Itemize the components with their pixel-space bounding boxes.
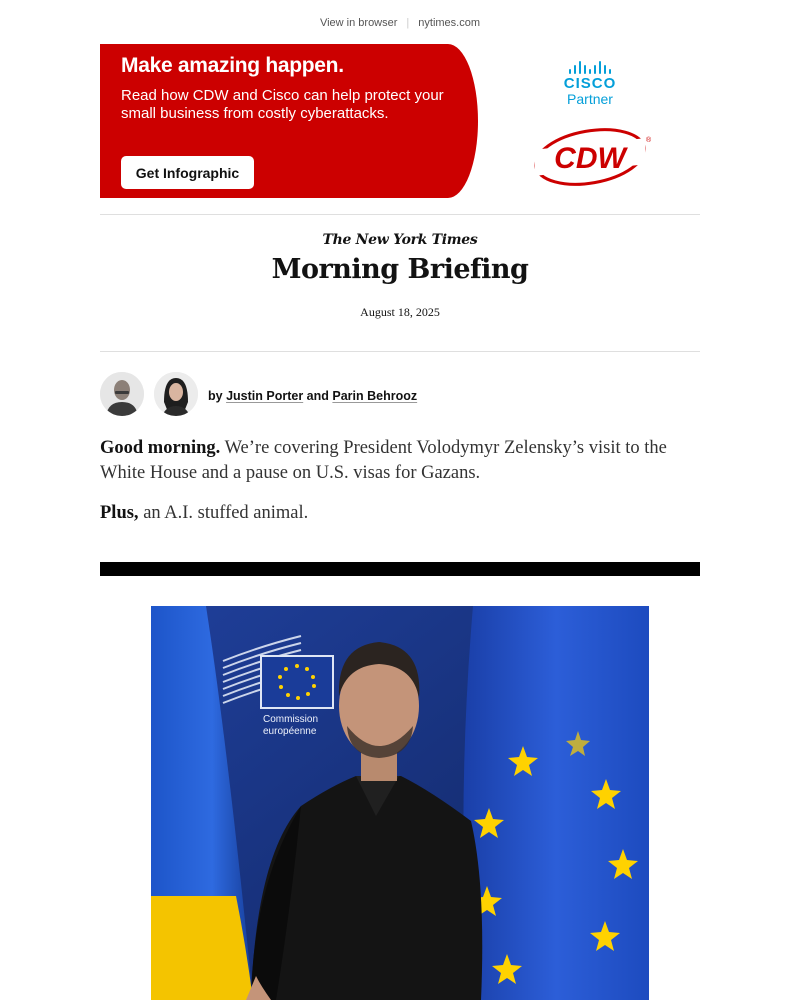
- intro-paragraph: [100, 436, 700, 486]
- cisco-partner-label: Partner: [567, 91, 613, 107]
- view-in-browser-link[interactable]: View in browser: [319, 17, 398, 29]
- advertisement-banner[interactable]: [100, 44, 700, 198]
- cisco-wordmark: CISCO: [563, 75, 617, 92]
- byline: [208, 389, 417, 403]
- lead-photo[interactable]: [151, 606, 649, 1000]
- divider-top: [100, 214, 700, 215]
- nytimes-link[interactable]: nytimes.com: [418, 17, 481, 29]
- svg-text:®: ®: [646, 137, 652, 144]
- zelensky-photo-illustration: [151, 606, 649, 1000]
- section-divider-bar: [100, 562, 700, 576]
- get-infographic-button[interactable]: Get Infographic: [121, 156, 254, 189]
- avatar-parin-behrooz: [154, 372, 198, 416]
- byline-prefix: by: [208, 389, 223, 403]
- nyt-logo: The New York Times: [322, 232, 478, 248]
- commission-text-2: européenne: [263, 726, 317, 737]
- cdw-logo: [528, 124, 653, 188]
- divider-bottom: [100, 351, 700, 352]
- newsletter-title: Morning Briefing: [271, 254, 529, 285]
- cisco-partner-logo: [555, 56, 625, 107]
- author-link-justin-porter[interactable]: Justin Porter: [226, 389, 304, 403]
- avatar-justin-porter: [100, 372, 144, 416]
- plus-text: an A.I. stuffed animal.: [143, 503, 309, 523]
- intro-text: We’re covering President Volodymyr Zelensky’s visit to the White House and a pause on U.S. visas for Gazans.: [100, 438, 667, 483]
- ad-headline: Make amazing happen.: [121, 54, 344, 77]
- commission-text-1: Commission: [263, 714, 319, 725]
- ad-body-text: Read how CDW and Cisco can help protect your small business from costly cyberattacks.: [121, 87, 444, 122]
- plus-label: Plus,: [100, 503, 139, 523]
- link-separator: |: [406, 17, 410, 29]
- newsletter-date: August 18, 2025: [360, 305, 440, 319]
- intro-greeting: Good morning.: [100, 438, 221, 458]
- byline-conjunction: and: [306, 389, 329, 403]
- top-links: [100, 17, 700, 29]
- author-link-parin-behrooz[interactable]: Parin Behrooz: [332, 389, 418, 403]
- cdw-wordmark: CDW: [554, 142, 626, 175]
- plus-paragraph: [100, 501, 700, 526]
- cisco-bars-icon: [555, 56, 625, 74]
